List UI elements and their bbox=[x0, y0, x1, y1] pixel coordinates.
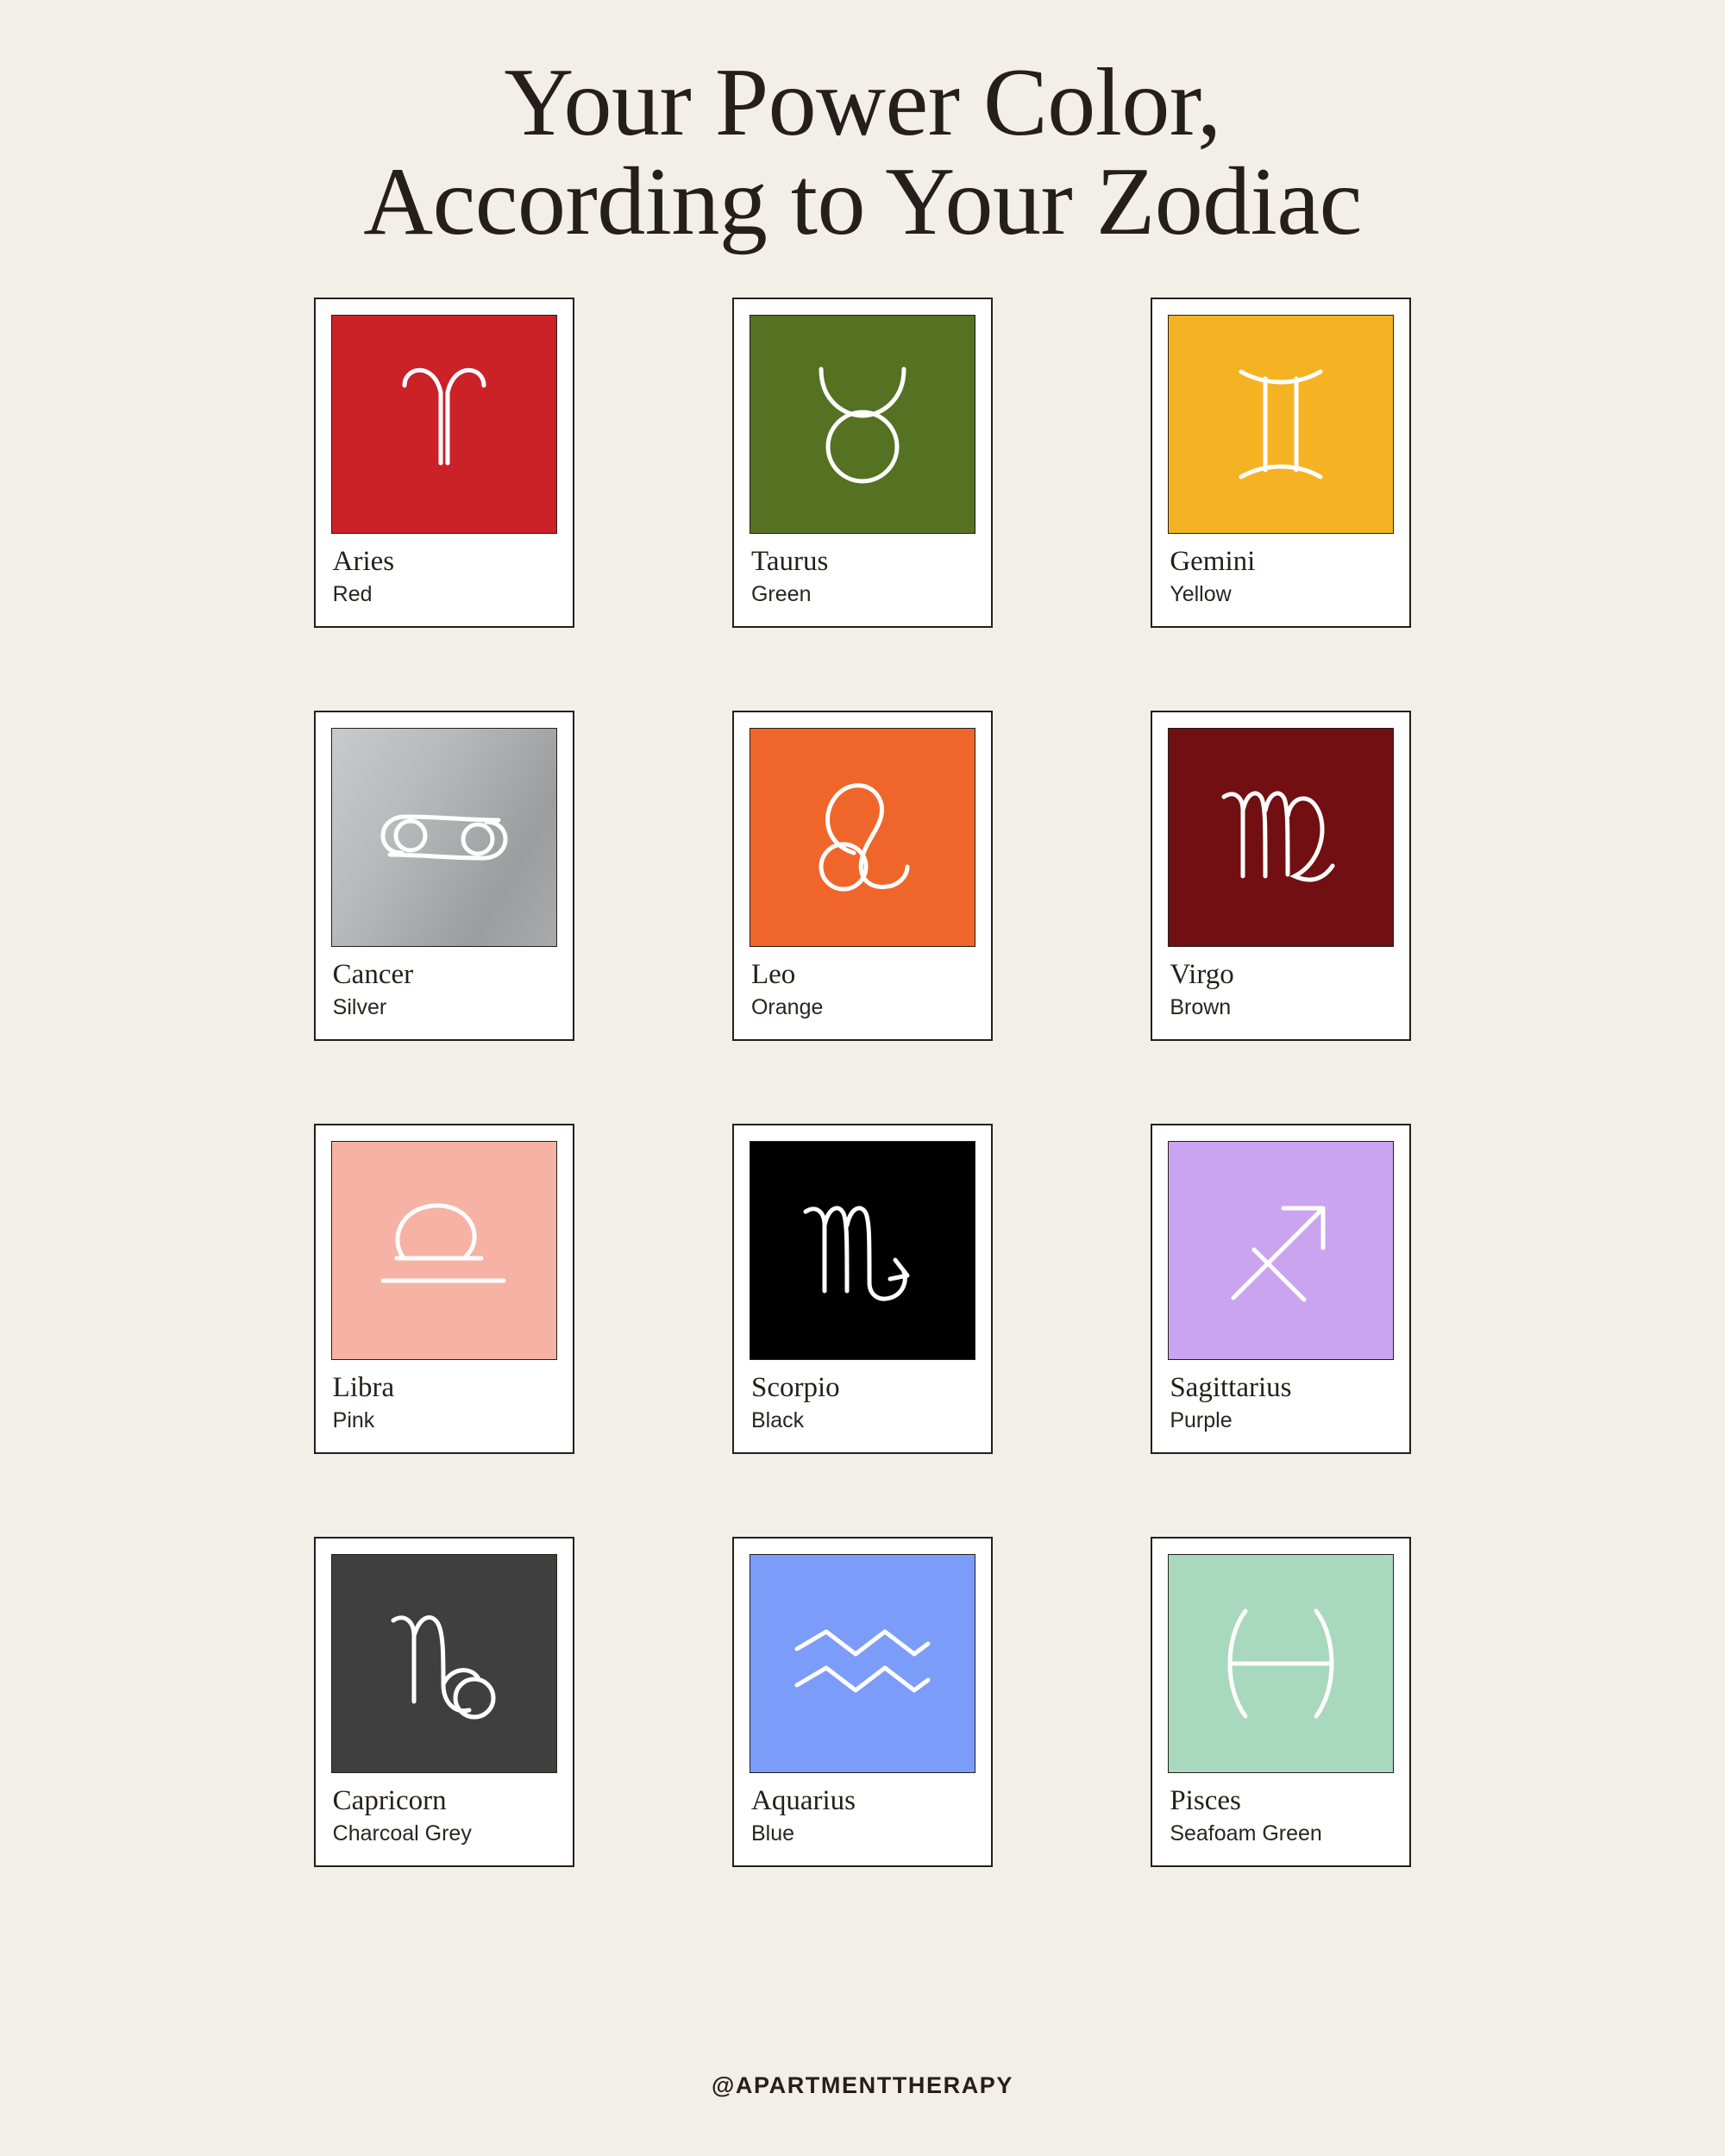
card-labels bbox=[331, 534, 557, 626]
color-name: Purple bbox=[1170, 1407, 1233, 1432]
sign-name: Taurus bbox=[750, 545, 829, 577]
color-swatch-libra bbox=[331, 1141, 557, 1360]
color-name: Seafoam Green bbox=[1170, 1821, 1322, 1846]
card-labels bbox=[750, 1360, 975, 1452]
zodiac-card-aries bbox=[314, 298, 574, 628]
sign-name: Pisces bbox=[1170, 1784, 1241, 1816]
sign-name: Capricorn bbox=[332, 1784, 447, 1816]
zodiac-card-libra bbox=[314, 1124, 574, 1454]
zodiac-card-virgo bbox=[1151, 711, 1411, 1041]
color-swatch-aquarius bbox=[750, 1554, 975, 1773]
pisces-glyph bbox=[1216, 1599, 1346, 1728]
color-swatch-pisces bbox=[1168, 1554, 1394, 1773]
card-labels bbox=[750, 947, 975, 1039]
color-name: Black bbox=[750, 1407, 805, 1432]
card-labels bbox=[1168, 1360, 1394, 1452]
sign-name: Aries bbox=[332, 545, 395, 577]
zodiac-card-aquarius bbox=[732, 1537, 993, 1867]
card-labels bbox=[331, 1773, 557, 1865]
sign-name: Scorpio bbox=[750, 1371, 840, 1403]
color-swatch-leo bbox=[750, 728, 975, 947]
color-name: Green bbox=[750, 581, 812, 606]
color-swatch-sagittarius bbox=[1168, 1141, 1394, 1360]
sign-name: Cancer bbox=[332, 958, 414, 990]
color-name: Orange bbox=[750, 994, 824, 1019]
zodiac-card-sagittarius bbox=[1151, 1124, 1411, 1454]
zodiac-card-cancer bbox=[314, 711, 574, 1041]
scorpio-glyph bbox=[794, 1186, 932, 1315]
color-name: Pink bbox=[332, 1407, 375, 1432]
card-labels bbox=[331, 947, 557, 1039]
cancer-glyph bbox=[371, 786, 518, 889]
zodiac-grid bbox=[235, 298, 1490, 1867]
color-swatch-gemini bbox=[1168, 315, 1394, 534]
card-labels bbox=[331, 1360, 557, 1452]
zodiac-card-taurus bbox=[732, 298, 993, 628]
color-name: Yellow bbox=[1170, 581, 1232, 606]
zodiac-card-capricorn bbox=[314, 1537, 574, 1867]
color-swatch-cancer bbox=[331, 728, 557, 947]
aquarius-glyph bbox=[785, 1616, 940, 1711]
capricorn-glyph bbox=[380, 1595, 509, 1733]
virgo-glyph bbox=[1212, 773, 1350, 902]
card-labels bbox=[750, 534, 975, 626]
page-title bbox=[0, 0, 1725, 256]
sign-name: Gemini bbox=[1170, 545, 1256, 577]
sign-name: Leo bbox=[750, 958, 796, 990]
color-name: Charcoal Grey bbox=[332, 1821, 472, 1846]
color-swatch-virgo bbox=[1168, 728, 1394, 947]
color-name: Silver bbox=[332, 994, 387, 1019]
page-title-line-1: Your Power Color, bbox=[504, 49, 1221, 156]
gemini-glyph bbox=[1220, 360, 1341, 489]
zodiac-card-scorpio bbox=[732, 1124, 993, 1454]
sign-name: Aquarius bbox=[750, 1784, 856, 1816]
sign-name: Libra bbox=[332, 1371, 395, 1403]
zodiac-card-leo bbox=[732, 711, 993, 1041]
zodiac-card-pisces bbox=[1151, 1537, 1411, 1867]
handle-credit: @APARTMENTTHERAPY bbox=[711, 2072, 1014, 2098]
card-labels bbox=[750, 1773, 975, 1865]
color-name: Red bbox=[332, 581, 373, 606]
sagittarius-glyph bbox=[1216, 1186, 1346, 1315]
color-swatch-capricorn bbox=[331, 1554, 557, 1773]
card-labels bbox=[1168, 1773, 1394, 1865]
color-swatch-taurus bbox=[750, 315, 975, 534]
color-swatch-aries bbox=[331, 315, 557, 534]
libra-glyph bbox=[371, 1194, 518, 1307]
card-labels bbox=[1168, 947, 1394, 1039]
card-labels bbox=[1168, 534, 1394, 626]
zodiac-card-gemini bbox=[1151, 298, 1411, 628]
color-swatch-scorpio bbox=[750, 1141, 975, 1360]
sign-name: Virgo bbox=[1170, 958, 1234, 990]
leo-glyph bbox=[802, 770, 923, 904]
aries-glyph bbox=[384, 360, 505, 489]
color-name: Brown bbox=[1170, 994, 1232, 1019]
page-title-line-2: According to Your Zodiac bbox=[363, 148, 1362, 256]
taurus-glyph bbox=[802, 357, 923, 491]
sign-name: Sagittarius bbox=[1170, 1371, 1292, 1403]
color-name: Blue bbox=[750, 1821, 795, 1846]
